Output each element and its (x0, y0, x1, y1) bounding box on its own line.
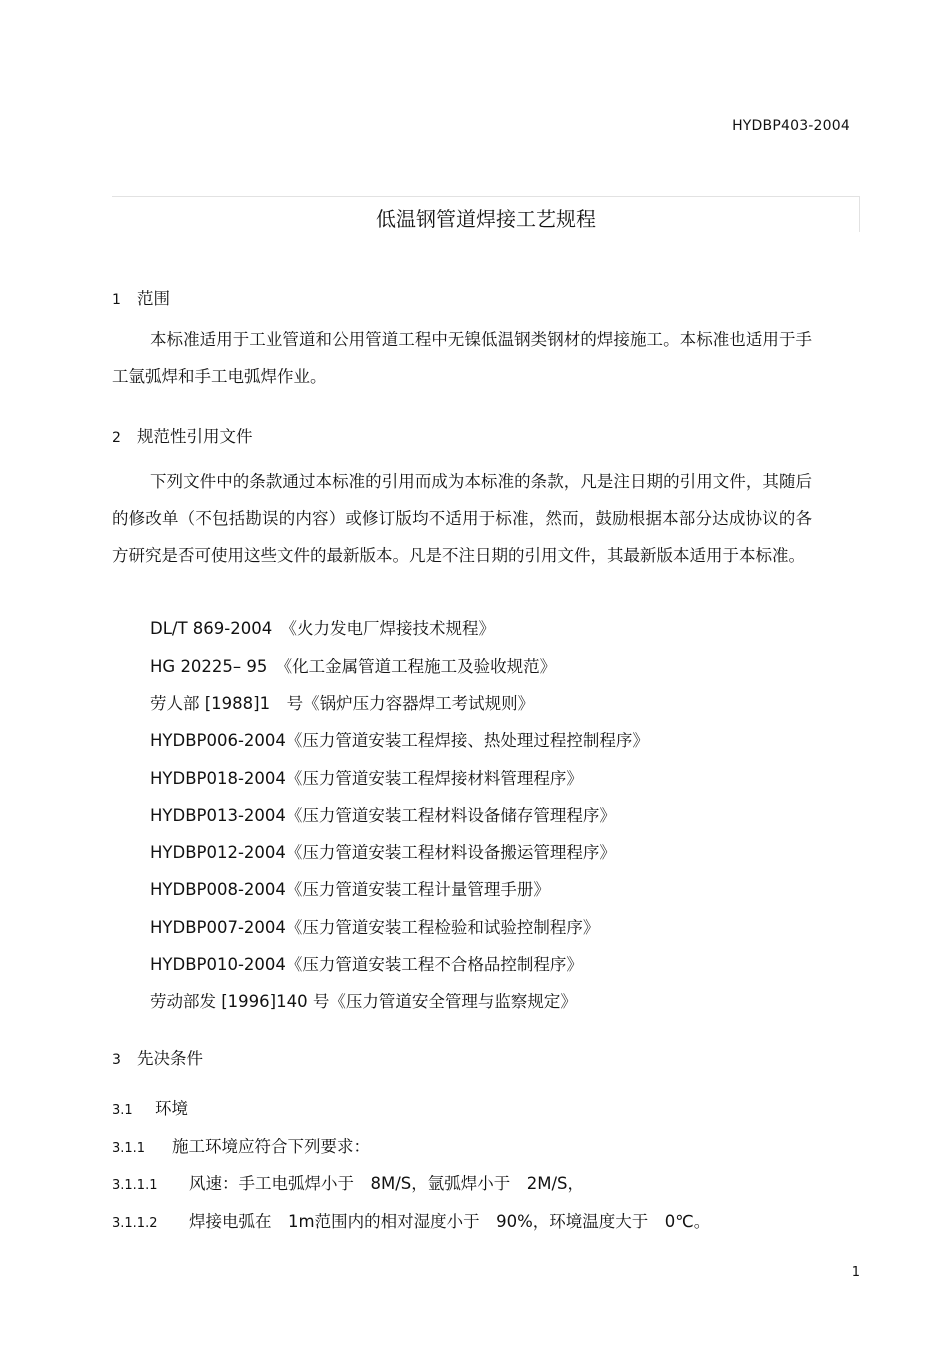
section-number: 3 (112, 1052, 121, 1068)
reference-item: HYDBP007-2004《压力管道安装工程检验和试验控制程序》 (150, 918, 600, 937)
clause-text: 风速：手工电弧焊小于 8M/S，氩弧焊小于 2M/S， (189, 1174, 585, 1193)
reference-item: HYDBP008-2004《压力管道安装工程计量管理手册》 (150, 880, 550, 899)
document-title: 低温钢管道焊接工艺规程 (376, 207, 596, 231)
clause-number: 3.1.1.1 (112, 1178, 158, 1193)
section-number: 1 (112, 292, 121, 308)
title-rule (112, 196, 860, 197)
reference-item: HYDBP018-2004《压力管道安装工程焊接材料管理程序》 (150, 769, 583, 788)
reference-item: HG 20225– 95 《化工金属管道工程施工及验收规范》 (150, 657, 557, 676)
section-number: 2 (112, 430, 121, 446)
section-2-heading (112, 423, 812, 447)
reference-item: HYDBP010-2004《压力管道安装工程不合格品控制程序》 (150, 955, 583, 974)
section-title: 先决条件 (137, 1049, 203, 1068)
clause-3-1-1 (112, 1133, 812, 1157)
reference-item: HYDBP006-2004《压力管道安装工程焊接、热处理过程控制程序》 (150, 731, 649, 750)
reference-item: 劳动部发 [1996]140 号《压力管道安全管理与监察规定》 (150, 992, 577, 1011)
subsection-3-1 (112, 1095, 812, 1119)
section-title: 范围 (137, 289, 170, 308)
section-1-heading (112, 285, 812, 309)
clause-text: 施工环境应符合下列要求： (172, 1137, 370, 1156)
page-number: 1 (851, 1265, 860, 1280)
section-2-paragraph: 下列文件中的条款通过本标准的引用而成为本标准的条款，凡是注日期的引用文件，其随后的修改单（不包括勘误的内容）或修订版均不适用于标准，然而，鼓励根据本部分达成协议的各方研究是否可使用这些文件的最新版本。凡是不注日期的引用文件，其最新版本适用于本标准。 (112, 472, 812, 565)
section-3-heading (112, 1045, 812, 1069)
clause-3-1-1-2 (112, 1208, 812, 1232)
reference-item: HYDBP013-2004《压力管道安装工程材料设备储存管理程序》 (150, 806, 616, 825)
clause-3-1-1-1 (112, 1170, 812, 1194)
clause-text: 焊接电弧在 1m范围内的相对湿度小于 90%，环境温度大于 0℃。 (189, 1212, 711, 1231)
reference-item: HYDBP012-2004《压力管道安装工程材料设备搬运管理程序》 (150, 843, 616, 862)
section-title: 规范性引用文件 (137, 427, 253, 446)
clause-number: 3.1.1 (112, 1141, 146, 1156)
subsection-title: 环境 (155, 1099, 188, 1118)
reference-item: DL/T 869-2004 《火力发电厂焊接技术规程》 (150, 619, 495, 638)
document-code: HYDBP403-2004 (732, 118, 850, 134)
section-1-paragraph: 本标准适用于工业管道和公用管道工程中无镍低温钢类钢材的焊接施工。本标准也适用于手工氩弧焊和手工电弧焊作业。 (112, 330, 812, 386)
reference-item: 劳人部 [1988]1 号《锅炉压力容器焊工考试规则》 (150, 694, 535, 713)
subsection-number: 3.1 (112, 1103, 133, 1118)
clause-number: 3.1.1.2 (112, 1216, 158, 1231)
